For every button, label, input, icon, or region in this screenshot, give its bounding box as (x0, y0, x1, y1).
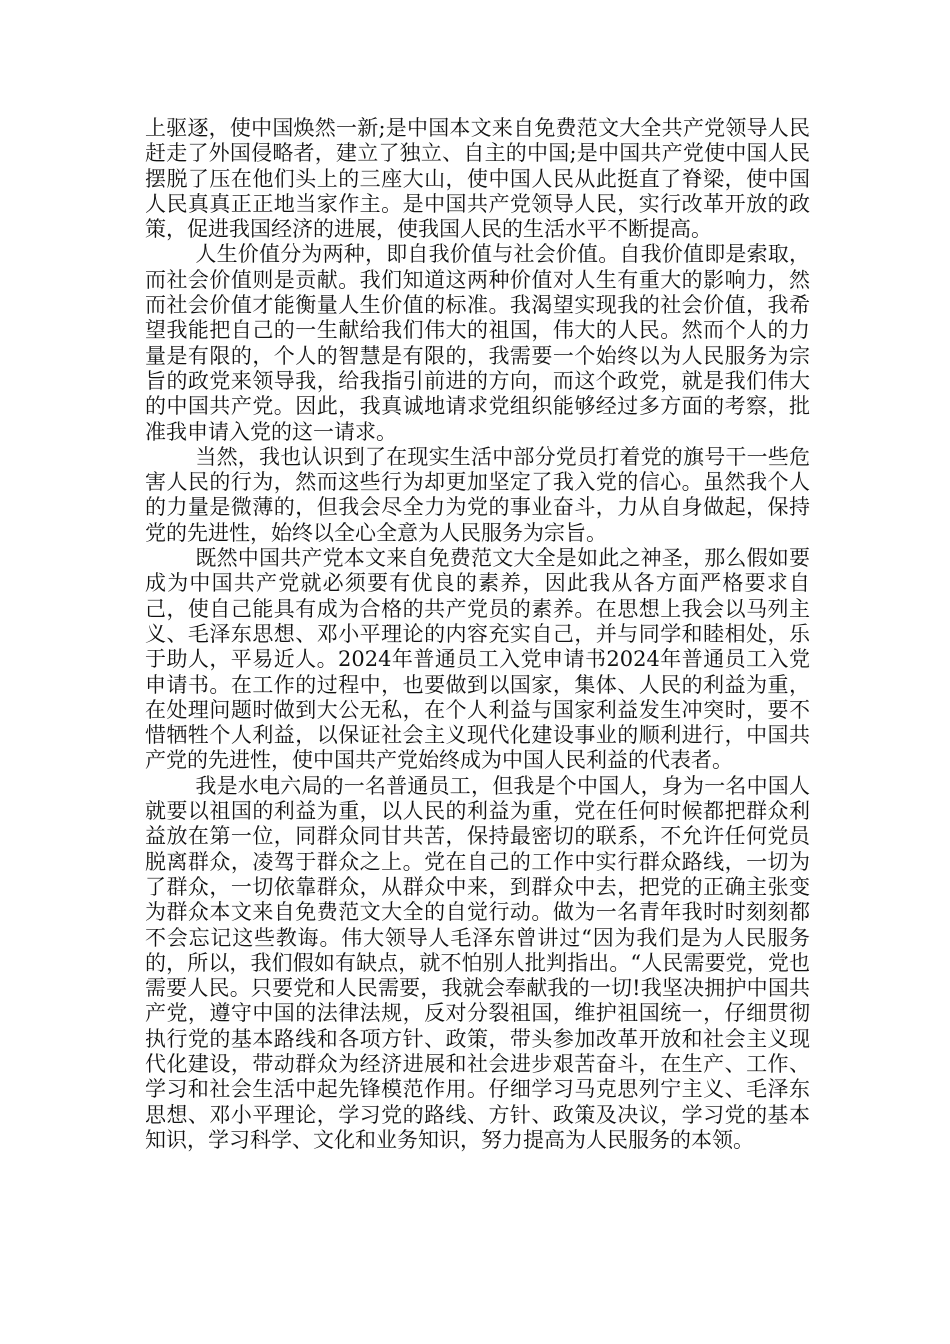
paragraph-4: 既然中国共产党本文来自免费范文大全是如此之神圣，那么假如要成为中国共产党就必须要有优良的素养，因此我从各方面严格要求自己，使自己能具有成为合格的共产党员的素养。在思想上我会以马列主义、毛泽东思想、邓小平理论的内容充实自己，并与同学和睦相处，乐于助人，平易近人。2024年普通员工入党申请书2024年普通员工入党申请书。在工作的过程中，也要做到以国家，集体、人民的利益为重，在处理问题时做到大公无私，在个人利益与国家利益发生冲突时，要不惜牺牲个人利益，以保证社会主义现代化建设事业的顺利进行，中国共产党的先进性，使中国共产党始终成为中国人民利益的代表者。 (145, 546, 810, 773)
document-body (145, 116, 810, 1153)
paragraph-5: 我是水电六局的一名普通员工，但我是个中国人，身为一名中国人就要以祖国的利益为重，以人民的利益为重，党在任何时候都把群众利益放在第一位，同群众同甘共苦，保持最密切的联系，不允许任何党员脱离群众，凌驾于群众之上。党在自己的工作中实行群众路线，一切为了群众，一切依靠群众，从群众中来，到群众中去，把党的正确主张变为群众本文来自免费范文大全的自觉行动。做为一名青年我时时刻刻都不会忘记这些教诲。伟大领导人毛泽东曾讲过“因为我们是为人民服务的，所以，我们假如有缺点，就不怕别人批判指出。“人民需要党，党也需要人民。只要党和人民需要，我就会奉献我的一切!我坚决拥护中国共产党，遵守中国的法律法规，反对分裂祖国，维护祖国统一，仔细贯彻执行党的基本路线和各项方针、政策，带头参加改革开放和社会主义现代化建设，带动群众为经济进展和社会进步艰苦奋斗，在生产、工作、学习和社会生活中起先锋模范作用。仔细学习马克思列宁主义、毛泽东思想、邓小平理论，学习党的路线、方针、政策及决议，学习党的基本知识，学习科学、文化和业务知识，努力提高为人民服务的本领。 (145, 773, 810, 1152)
paragraph-2: 人生价值分为两种，即自我价值与社会价值。自我价值即是索取，而社会价值则是贡献。我们知道这两种价值对人生有重大的影响力，然而社会价值才能衡量人生价值的标准。我渴望实现我的社会价值，我希望我能把自己的一生献给我们伟大的祖国，伟大的人民。然而个人的力量是有限的，个人的智慧是有限的，我需要一个始终以为人民服务为宗旨的政党来领导我，给我指引前进的方向，而这个政党，就是我们伟大的中国共产党。因此，我真诚地请求党组织能够经过多方面的考察，批准我申请入党的这一请求。 (145, 242, 810, 444)
paragraph-3: 当然，我也认识到了在现实生活中部分党员打着党的旗号干一些危害人民的行为，然而这些行为却更加坚定了我入党的信心。虽然我个人的力量是微薄的，但我会尽全力为党的事业奋斗，力从自身做起，保持党的先进性，始终以全心全意为人民服务为宗旨。 (145, 444, 810, 545)
paragraph-1: 上驱逐，使中国焕然一新;是中国本文来自免费范文大全共产党领导人民赶走了外国侵略者，建立了独立、自主的中国;是中国共产党使中国人民摆脱了压在他们头上的三座大山，使中国人民从此挺直了脊梁，使中国人民真真正正地当家作主。是中国共产党领导人民，实行改革开放的政策，促进我国经济的进展，使我国人民的生活水平不断提高。 (145, 116, 810, 242)
